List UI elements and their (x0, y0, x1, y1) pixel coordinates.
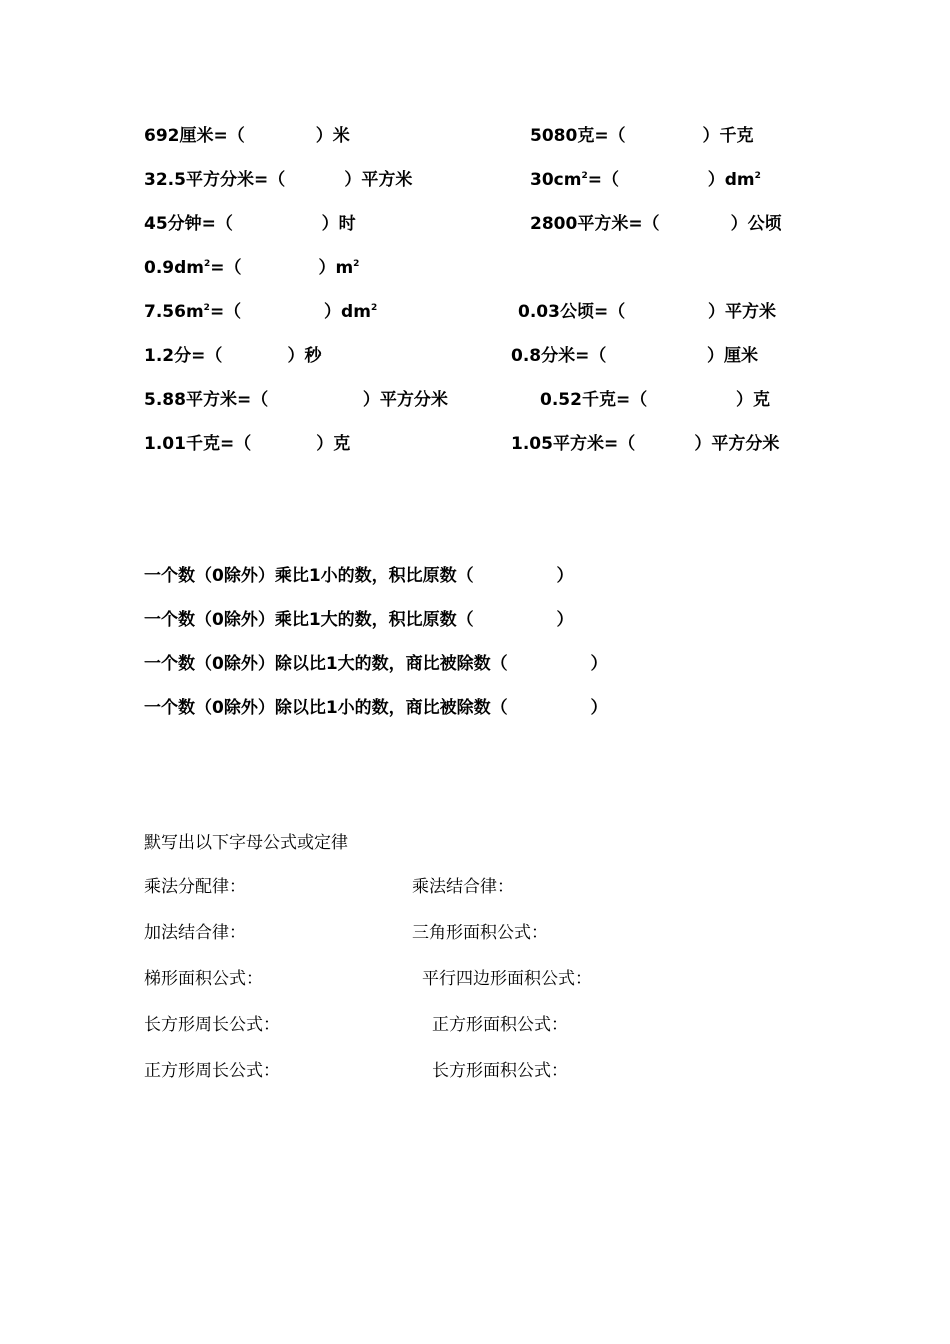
formula-label: 乘法结合律： (412, 877, 514, 897)
conversion-item: 0.8分米=（ ）厘米 (511, 346, 758, 366)
formula-label: 乘法分配律： (144, 877, 246, 897)
formula-label: 梯形面积公式： (144, 969, 263, 989)
conversion-item: 32.5平方分米=（ ）平方米 (144, 170, 413, 190)
formula-label: 正方形面积公式： (432, 1015, 568, 1035)
fill-blank-item: 一个数（0除外）除以比1小的数，商比被除数（ ） (144, 698, 608, 718)
fill-blank-item: 一个数（0除外）除以比1大的数，商比被除数（ ） (144, 654, 608, 674)
conversion-item: 0.52千克=（ ）克 (540, 390, 770, 410)
formula-label: 长方形面积公式： (432, 1061, 568, 1081)
conversion-item: 1.05平方米=（ ）平方分米 (511, 434, 780, 454)
fill-blank-item: 一个数（0除外）乘比1大的数，积比原数（ ） (144, 610, 574, 630)
conversion-item: 0.03公顷=（ ）平方米 (518, 302, 777, 322)
fill-blank-item: 一个数（0除外）乘比1小的数，积比原数（ ） (144, 566, 574, 586)
conversion-item: 2800平方米=（ ）公顷 (530, 214, 782, 234)
formula-label: 加法结合律： (144, 923, 246, 943)
conversion-item: $0.9dm^2=$（ ）$m^2$ (144, 258, 360, 278)
conversion-item: 692厘米=（ ）米 (144, 126, 350, 146)
conversion-item: 45分钟=（ ）时 (144, 214, 356, 234)
formulas-heading: 默写出以下字母公式或定律 (144, 833, 348, 853)
formula-label: 正方形周长公式： (144, 1061, 280, 1081)
conversion-item: $7.56m^2=$（ ）$dm^2$ (144, 302, 378, 322)
conversion-item: 5080克=（ ）千克 (530, 126, 754, 146)
formula-label: 长方形周长公式： (144, 1015, 280, 1035)
formula-label: 三角形面积公式： (412, 923, 548, 943)
conversion-item: 5.88平方米=（ ）平方分米 (144, 390, 448, 410)
conversion-item: 1.01千克=（ ）克 (144, 434, 351, 454)
conversion-item: $30cm^2=$（ ）$dm^2$ (530, 170, 761, 190)
conversion-item: 1.2分=（ ）秒 (144, 346, 322, 366)
formula-label: 平行四边形面积公式： (422, 969, 592, 989)
